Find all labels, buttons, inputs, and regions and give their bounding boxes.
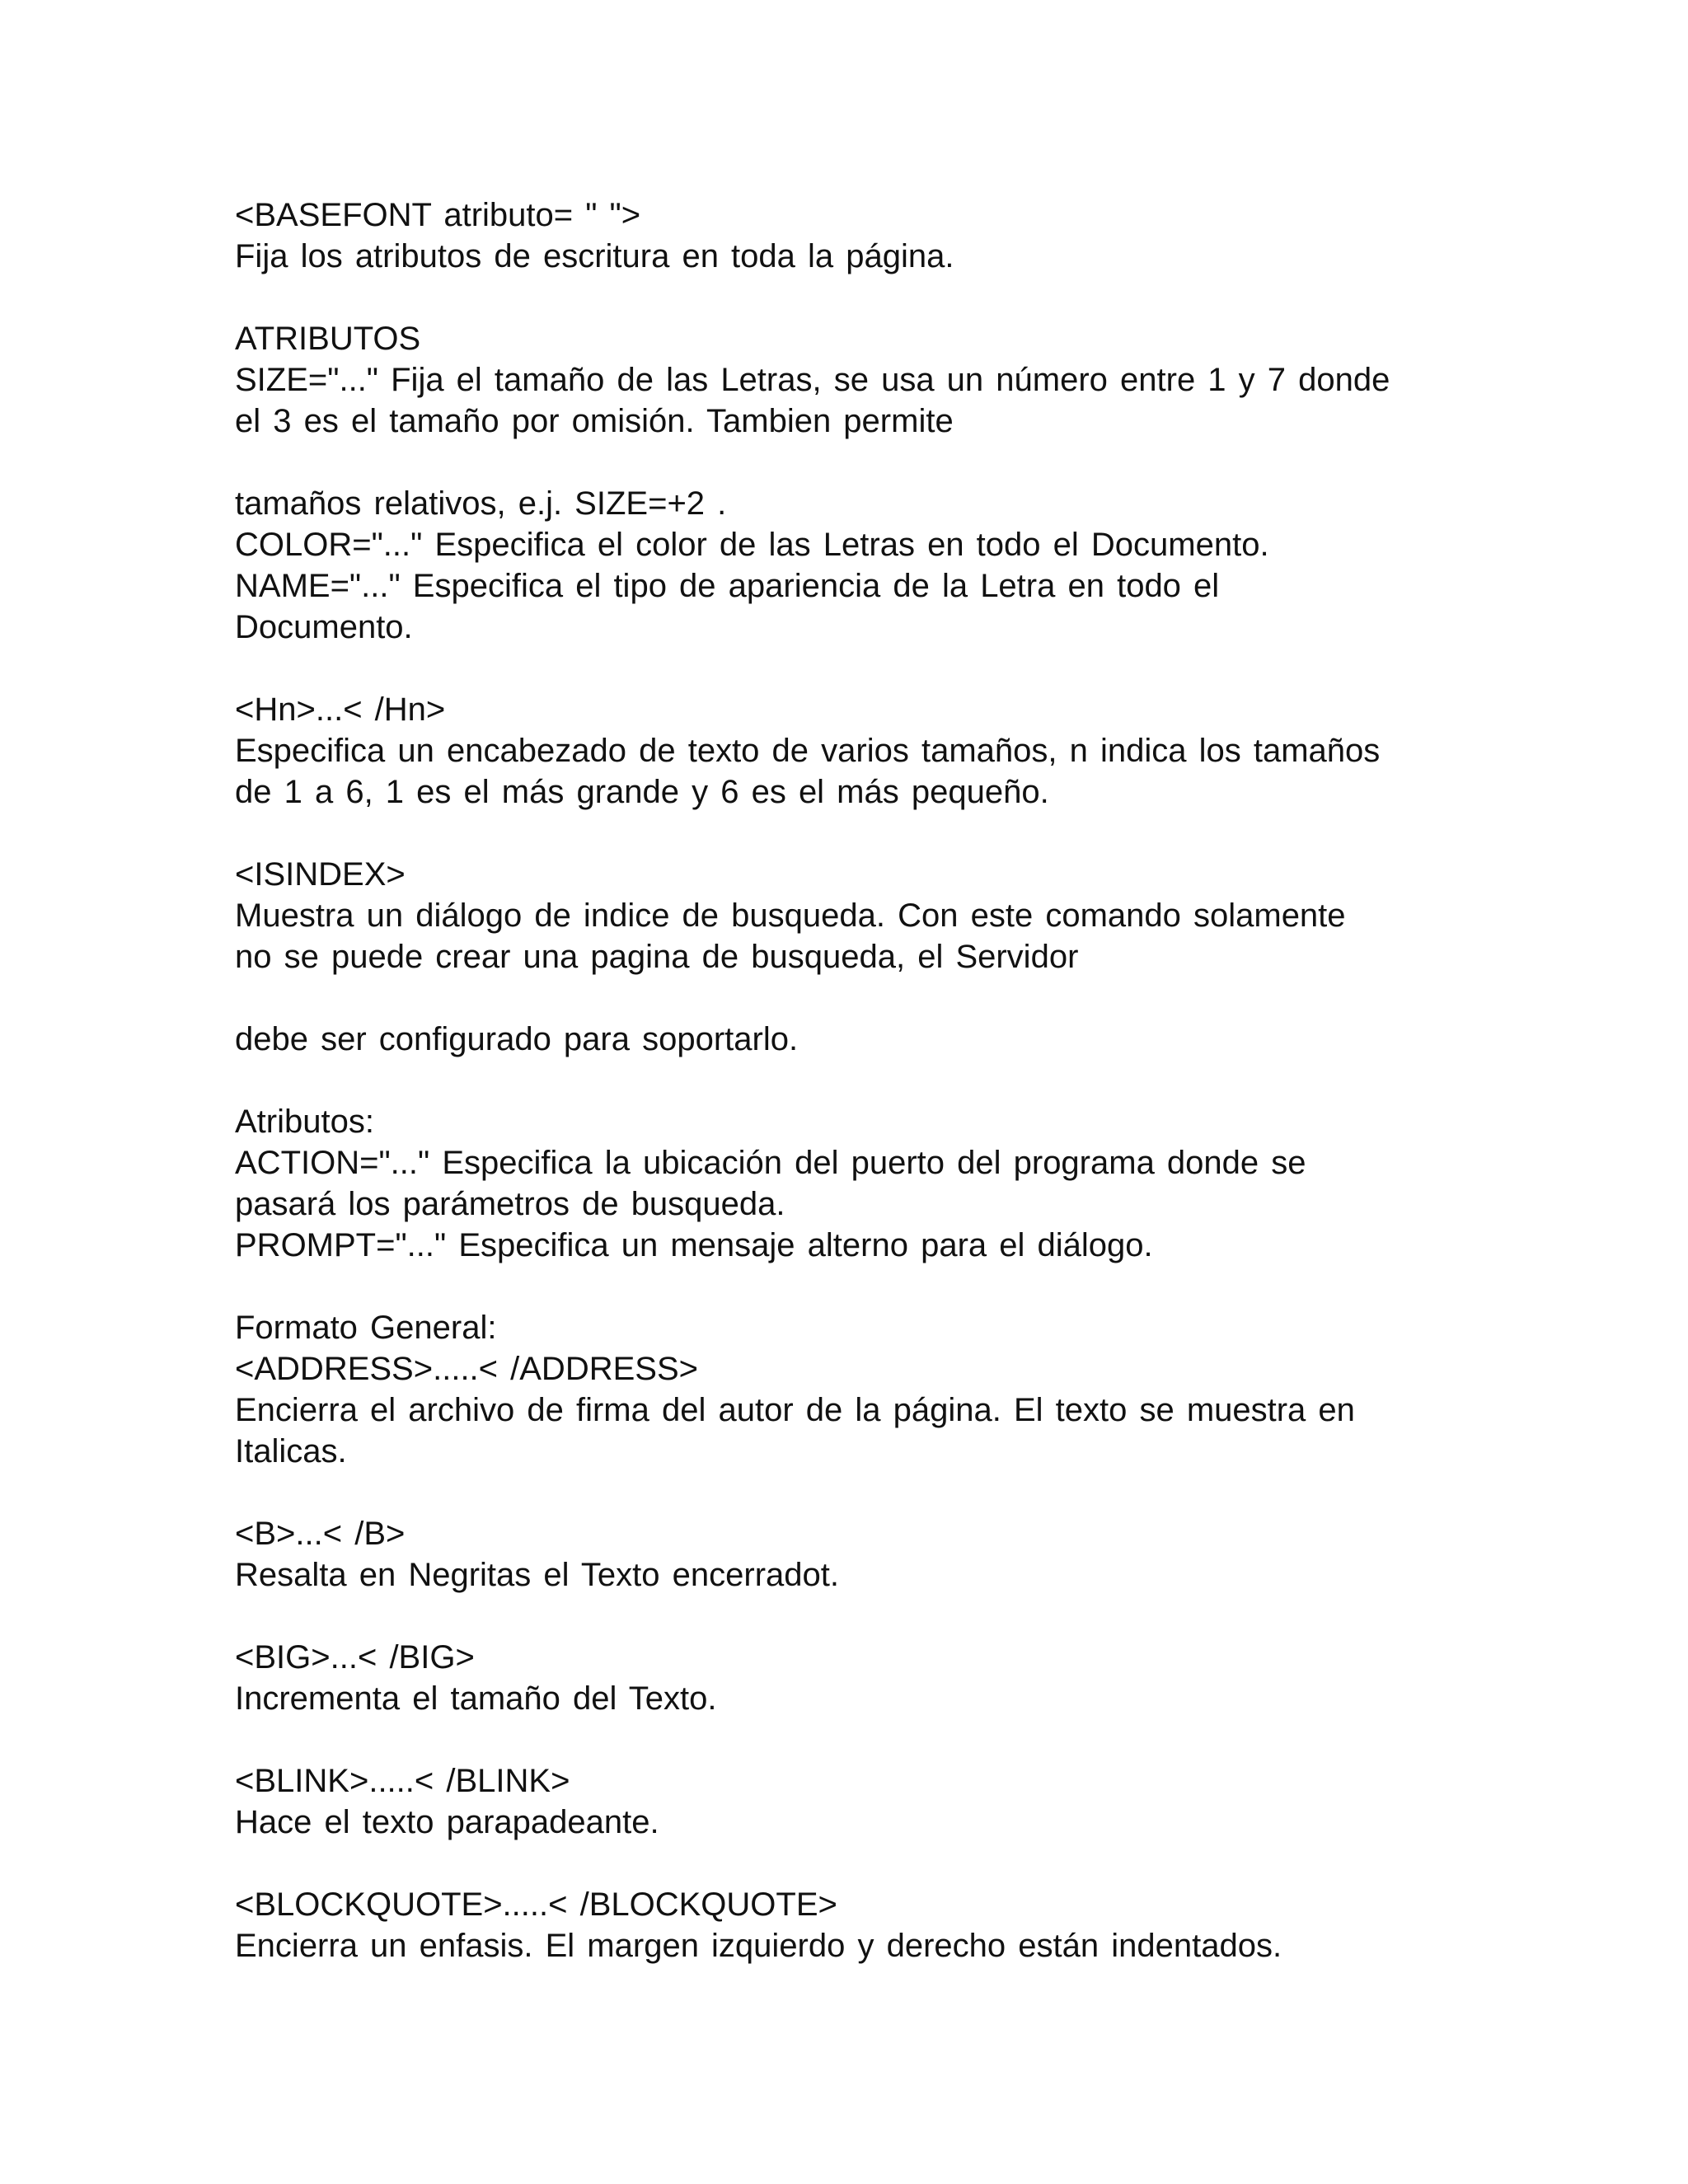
blank-line — [235, 813, 1471, 854]
text-line: pasará los parámetros de busqueda. — [235, 1186, 785, 1222]
blank-line — [235, 977, 1471, 1019]
text-line: PROMPT="..." Especifica un mensaje alterno para el diálogo. — [235, 1227, 1153, 1263]
text-line: <BASEFONT atributo= " "> — [235, 197, 641, 233]
blank-line — [235, 1472, 1471, 1513]
text-line: Resalta en Negritas el Texto encerradot. — [235, 1557, 839, 1593]
text-line: <BLINK>.....< /BLINK> — [235, 1763, 570, 1799]
text-line: SIZE="..." Fija el tamaño de las Letras, se usa un número entre 1 y 7 donde — [235, 362, 1390, 398]
text-line: Formato General: — [235, 1310, 497, 1346]
text-line: Muestra un diálogo de indice de busqueda. Con este comando solamente — [235, 898, 1346, 934]
blank-line — [235, 442, 1471, 483]
text-line: ACTION="..." Especifica la ubicación del puerto del programa donde se — [235, 1145, 1306, 1181]
text-line: <B>...< /B> — [235, 1516, 406, 1552]
document-body — [235, 194, 1471, 1966]
text-line: el 3 es el tamaño por omisión. Tambien permite — [235, 403, 954, 439]
text-line: Italicas. — [235, 1433, 347, 1469]
text-line: <Hn>...< /Hn> — [235, 691, 446, 728]
blank-line — [235, 1266, 1471, 1307]
text-line: COLOR="..." Especifica el color de las Letras en todo el Documento. — [235, 527, 1269, 563]
text-line: de 1 a 6, 1 es el más grande y 6 es el más pequeño. — [235, 774, 1049, 810]
text-line: <BIG>...< /BIG> — [235, 1639, 475, 1675]
text-line: Fija los atributos de escritura en toda la página. — [235, 238, 954, 274]
text-line: <ADDRESS>.....< /ADDRESS> — [235, 1351, 698, 1387]
text-line: Especifica un encabezado de texto de varios tamaños, n indica los tamaños — [235, 733, 1381, 769]
text-line: tamaños relativos, e.j. SIZE=+2 . — [235, 485, 727, 522]
blank-line — [235, 1060, 1471, 1101]
blank-line — [235, 648, 1471, 689]
blank-line — [235, 1596, 1471, 1637]
text-line: NAME="..." Especifica el tipo de apariencia de la Letra en todo el — [235, 568, 1220, 604]
blank-line — [235, 277, 1471, 318]
blank-line — [235, 1719, 1471, 1760]
text-line: Encierra un enfasis. El margen izquierdo y derecho están indentados. — [235, 1928, 1282, 1964]
text-line: Documento. — [235, 609, 413, 645]
text-line: Atributos: — [235, 1104, 374, 1140]
text-line: <BLOCKQUOTE>.....< /BLOCKQUOTE> — [235, 1886, 837, 1923]
text-line: debe ser configurado para soportarlo. — [235, 1021, 799, 1057]
text-line: no se puede crear una pagina de busqueda, el Servidor — [235, 939, 1079, 975]
blank-line — [235, 1843, 1471, 1884]
text-line: Incrementa el tamaño del Texto. — [235, 1680, 717, 1717]
text-line: <ISINDEX> — [235, 856, 406, 893]
text-line: Encierra el archivo de firma del autor de la página. El texto se muestra en — [235, 1392, 1355, 1428]
text-line: Hace el texto parapadeante. — [235, 1804, 659, 1840]
text-line: ATRIBUTOS — [235, 321, 421, 357]
